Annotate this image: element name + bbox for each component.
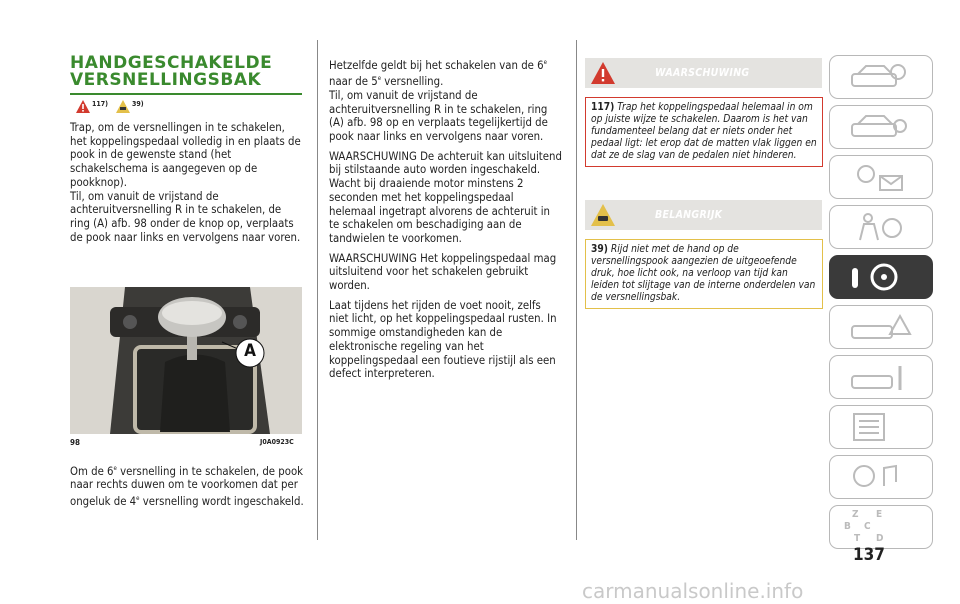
figure-code: J0A0923C	[260, 438, 294, 446]
column-divider-1	[317, 40, 318, 540]
paragraph-foot-on-clutch: Laat tijdens het rijden de voet nooit, zelfs niet licht, op het koppelingspedaal rusten. In sommige omstandigheden kan de elektronische regeling van het koppelingspedaal een foutieve rijstijl als een defect interpreteren.	[329, 298, 557, 381]
car-wrench-icon	[844, 362, 918, 392]
paragraph-reverse-instructions: Til, om vanuit de vrijstand de achteruitversnelling R in te schakelen, de ring (A) afb. 98 onder de knop op, verplaats de pook naar links en vervolgens naar voren.	[70, 189, 301, 244]
watermark-text: carmanualsonline.info	[582, 579, 804, 603]
tab-data-list[interactable]	[829, 405, 933, 449]
warning-ref[interactable]: 117)	[92, 100, 109, 108]
section-title-line2: VERSNELLINGSBAK	[70, 70, 262, 90]
caution-car-icon	[116, 100, 130, 113]
tab-key-steering[interactable]	[829, 255, 933, 299]
lights-message-icon	[844, 162, 918, 192]
paragraph-reverse-ring: Til, om vanuit de vrijstand de achteruitversnelling R in te schakelen, ring (A) afb. 98 op en verplaats tegelijkertijd de pook naar links en vervolgens naar voren.	[329, 88, 548, 144]
warning-triangle-icon	[76, 100, 90, 113]
alphabet-index-icon: Z E B C T D	[844, 509, 884, 544]
column1-text-bottom	[70, 462, 304, 509]
warning-label: WAARSCHUWING	[655, 67, 750, 79]
tab-car-wrench[interactable]	[829, 355, 933, 399]
paragraph-sixth-to-fifth: Hetzelfde geldt bij het schakelen van de 6e naar de 5e versnelling.	[329, 58, 547, 89]
seatbelt-airbag-icon	[844, 212, 918, 242]
tab-car-search[interactable]	[829, 55, 933, 99]
tab-car-warning[interactable]	[829, 305, 933, 349]
tab-seatbelt-airbag[interactable]	[829, 205, 933, 249]
column1-text-top	[70, 121, 304, 244]
title-underline	[70, 93, 302, 95]
warning-text: 117) Trap het koppelingspedaal helemaal in om op juiste wijze te schakelen. Daarom is het van fundamenteel belang dat er niets onder het pedaal ligt: let erop dat de matten vlak liggen en dat ze de slag van de pedalen niet hinderen.	[591, 102, 817, 161]
column2-text	[329, 56, 563, 381]
note-header	[585, 200, 822, 230]
page-number: 137	[853, 545, 885, 565]
car-warning-icon	[844, 312, 918, 342]
data-list-icon	[844, 412, 918, 442]
column-divider-2	[576, 40, 577, 540]
paragraph-sixth-gear: Om de 6e versnelling in te schakelen, de pook naar rechts duwen om te voorkomen dat per ongeluk de 4e versnelling wordt ingeschakeld.	[70, 464, 304, 508]
multimedia-icon	[844, 462, 918, 492]
car-dashboard-icon	[844, 112, 918, 142]
figure-label-A: A	[244, 341, 256, 361]
gear-lever-illustration	[70, 287, 302, 434]
warning-header	[585, 58, 822, 88]
caution-car-icon	[591, 204, 615, 226]
note-text: 39) Rijd niet met de hand op de versnellingspook aangezien de uitgeoefende druk, hoe licht ook, na verloop van tijd kan leiden tot slijtage van de interne onderdelen van de versnellingsbak.	[591, 244, 816, 303]
warning-box	[585, 97, 823, 167]
tab-lights-message[interactable]	[829, 155, 933, 199]
section-title-line1: HANDGESCHAKELDE	[70, 53, 273, 73]
paragraph-warning-clutch: WAARSCHUWING Het koppelingspedaal mag uitsluitend voor het schakelen gebruikt worden.	[329, 251, 557, 293]
note-ref[interactable]: 39)	[132, 100, 144, 108]
car-search-icon	[844, 62, 918, 92]
gear-lever-figure	[70, 287, 302, 434]
figure-number: 98	[70, 438, 81, 447]
tab-alphabet-index[interactable]	[829, 505, 933, 549]
reference-icons	[76, 100, 144, 113]
tab-multimedia[interactable]	[829, 455, 933, 499]
note-box	[585, 239, 823, 309]
tab-car-dashboard[interactable]	[829, 105, 933, 149]
paragraph-shift-instructions: Trap, om de versnellingen in te schakelen, het koppelingspedaal volledig in en plaats de pook in de gewenste stand (het schakelschema is aangegeven op de pookknop).	[70, 121, 301, 189]
warning-triangle-icon	[591, 62, 615, 84]
section-title	[70, 55, 302, 89]
note-label: BELANGRIJK	[655, 209, 723, 221]
key-steering-icon	[844, 262, 918, 292]
paragraph-warning-reverse: WAARSCHUWING De achteruit kan uitsluitend bij stilstaande auto worden ingeschakeld. Wacht bij draaiende motor minstens 2 seconden met het koppelingspedaal helemaal ingetrapt alvorens de achteruit in te schakelen om beschadiging aan de tandwielen te voorkomen.	[329, 149, 562, 245]
